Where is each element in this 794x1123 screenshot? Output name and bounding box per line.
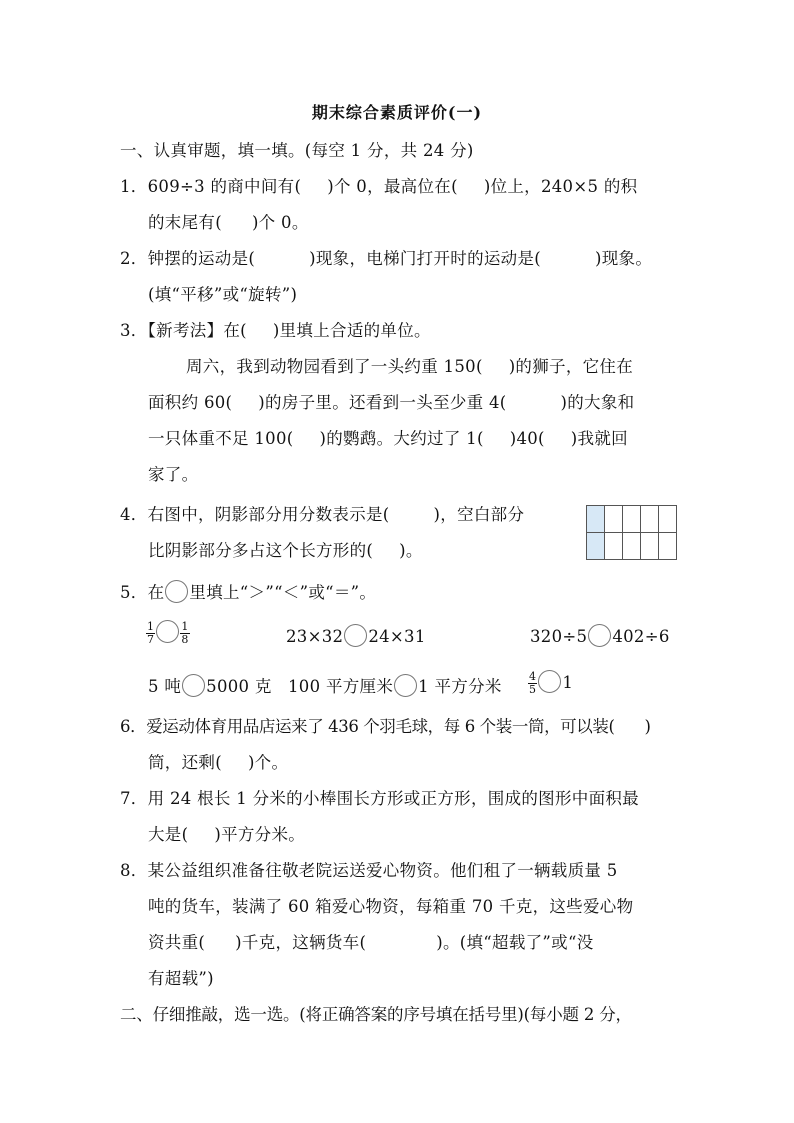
fraction: $\frac{4}{5}$ bbox=[529, 670, 537, 696]
question-7-line-1: 7．用 24 根长 1 分米的小棒围长方形或正方形，围成的图形中面积最 bbox=[120, 789, 639, 808]
question-4-line-2: 比阴影部分多占这个长方形的( )。 bbox=[148, 541, 423, 560]
grid-cell bbox=[641, 533, 659, 560]
rectangle-grid-figure bbox=[586, 505, 677, 560]
grid-cell-shaded bbox=[587, 533, 605, 560]
fraction: $\frac{1}{7}$ bbox=[147, 620, 155, 646]
answer-circle[interactable] bbox=[538, 670, 561, 693]
compare-2: 23×32 24×31 bbox=[286, 624, 426, 648]
grid-cell bbox=[659, 506, 677, 533]
question-6-line-2: 筒，还剩( )个。 bbox=[148, 753, 289, 772]
question-8-line-3: 资共重( )千克，这辆货车( )。(填“超载了”或“没 bbox=[148, 933, 594, 952]
grid-cell bbox=[641, 506, 659, 533]
answer-circle[interactable] bbox=[344, 624, 367, 647]
compare-4: 5 吨 5000 克 bbox=[148, 674, 272, 698]
compare-6: $\frac{4}{5}$ 1 bbox=[529, 670, 574, 696]
question-3-line-4: 一只体重不足 100( )的鹦鹉。大约过了 1( )40( )我就回 bbox=[148, 429, 628, 448]
question-4-line-1: 4．右图中，阴影部分用分数表示是( )，空白部分 bbox=[120, 505, 525, 524]
answer-circle[interactable] bbox=[394, 674, 417, 697]
question-3-line-3: 面积约 60( )的房子里。还看到一头至少重 4( )的大象和 bbox=[148, 393, 635, 412]
answer-circle[interactable] bbox=[156, 620, 179, 643]
grid-cell bbox=[659, 533, 677, 560]
question-8-line-1: 8．某公益组织准备往敬老院运送爱心物资。他们租了一辆载质量 5 bbox=[120, 861, 618, 880]
question-2-line-2: (填“平移”或“旋转”) bbox=[148, 285, 298, 304]
section-1-heading: 一、认真审题，填一填。(每空 1 分，共 24 分) bbox=[120, 141, 474, 160]
compare-3: 320÷5 402÷6 bbox=[530, 624, 670, 648]
grid-cell bbox=[623, 533, 641, 560]
question-1-line-2: 的末尾有( )个 0。 bbox=[148, 213, 309, 232]
question-3-line-2: 周六，我到动物园看到了一头约重 150( )的狮子，它住在 bbox=[186, 357, 634, 376]
question-1-line-1: 1．609÷3 的商中间有( )个 0，最高位在( )位上，240×5 的积 bbox=[120, 177, 638, 196]
grid-cell bbox=[605, 533, 623, 560]
page-title: 期末综合素质评价(一) bbox=[311, 103, 483, 122]
question-6-line-1: 6．爱运动体育用品店运来了 436 个羽毛球，每 6 个装一筒，可以装( ) bbox=[120, 717, 651, 736]
grid-cell bbox=[623, 506, 641, 533]
grid-cell bbox=[605, 506, 623, 533]
question-8-line-4: 有超载”) bbox=[148, 969, 214, 988]
section-2-heading: 二、仔细推敲，选一选。(将正确答案的序号填在括号里)(每小题 2 分， bbox=[120, 1005, 632, 1024]
answer-circle[interactable] bbox=[182, 674, 205, 697]
answer-circle-icon bbox=[165, 580, 188, 603]
compare-5: 100 平方厘米 1 平方分米 bbox=[288, 674, 502, 698]
question-7-line-2: 大是( )平方分米。 bbox=[148, 825, 306, 844]
question-5-line-1: 5．在 里填上“＞”“＜”或“＝”。 bbox=[120, 580, 376, 604]
grid-cell-shaded bbox=[587, 506, 605, 533]
question-8-line-2: 吨的货车，装满了 60 箱爱心物资，每箱重 70 千克，这些爱心物 bbox=[148, 897, 634, 916]
question-2-line-1: 2．钟摆的运动是( )现象，电梯门打开时的运动是( )现象。 bbox=[120, 249, 653, 268]
compare-1 bbox=[146, 620, 190, 646]
answer-circle[interactable] bbox=[588, 624, 611, 647]
fraction: $\frac{1}{8}$ bbox=[181, 620, 189, 646]
question-3-line-5: 家了。 bbox=[148, 465, 199, 484]
question-3-line-1: 3．【新考法】在( )里填上合适的单位。 bbox=[120, 321, 431, 340]
